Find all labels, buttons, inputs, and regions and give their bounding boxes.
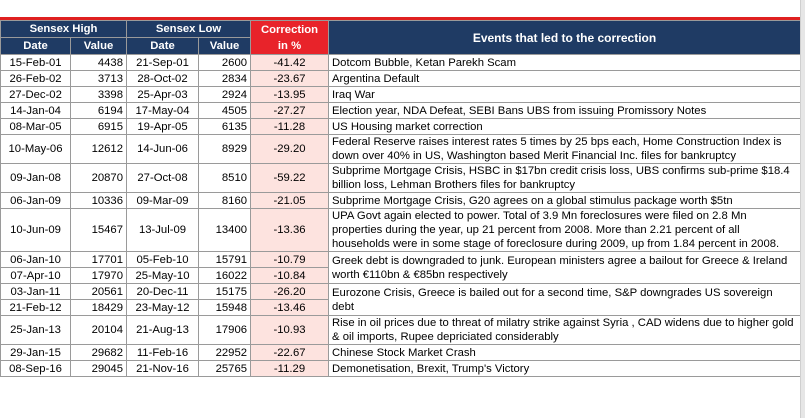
correction-header-line2: in % — [277, 39, 302, 52]
low-date-cell: 25-May-10 — [127, 268, 199, 284]
high-date-cell: 08-Sep-16 — [1, 361, 71, 377]
low-value-header: Value — [199, 38, 251, 55]
event-cell: US Housing market correction — [329, 119, 801, 135]
events-header: Events that led to the correction — [329, 21, 801, 55]
correction-cell: -10.84 — [251, 268, 329, 284]
high-date-cell: 21-Feb-12 — [1, 300, 71, 316]
low-value-cell: 4505 — [199, 103, 251, 119]
high-date-cell: 29-Jan-15 — [1, 345, 71, 361]
high-value-cell: 6194 — [71, 103, 127, 119]
high-date-cell: 08-Mar-05 — [1, 119, 71, 135]
high-value-cell: 17701 — [71, 252, 127, 268]
low-value-cell: 13400 — [199, 209, 251, 252]
correction-header-line1: Correction — [260, 23, 319, 36]
high-value-cell: 4438 — [71, 55, 127, 71]
high-value-cell: 3713 — [71, 71, 127, 87]
high-date-header: Date — [1, 38, 71, 55]
low-date-cell: 13-Jul-09 — [127, 209, 199, 252]
high-date-cell: 07-Apr-10 — [1, 268, 71, 284]
low-date-cell: 09-Mar-09 — [127, 193, 199, 209]
sensex-correction-table — [0, 20, 801, 377]
low-date-cell: 23-May-12 — [127, 300, 199, 316]
high-value-cell: 6915 — [71, 119, 127, 135]
correction-cell: -10.93 — [251, 316, 329, 345]
sensex-low-header: Sensex Low — [127, 21, 251, 38]
correction-cell: -13.95 — [251, 87, 329, 103]
high-date-cell: 15-Feb-01 — [1, 55, 71, 71]
low-date-cell: 19-Apr-05 — [127, 119, 199, 135]
correction-header — [251, 21, 329, 55]
low-date-cell: 11-Feb-16 — [127, 345, 199, 361]
low-date-cell: 25-Apr-03 — [127, 87, 199, 103]
correction-cell: -13.36 — [251, 209, 329, 252]
table-row — [1, 164, 801, 193]
high-value-cell: 29682 — [71, 345, 127, 361]
correction-cell: -26.20 — [251, 284, 329, 300]
high-date-cell: 06-Jan-10 — [1, 252, 71, 268]
event-cell: Demonetisation, Brexit, Trump's Victory — [329, 361, 801, 377]
low-date-cell: 28-Oct-02 — [127, 71, 199, 87]
low-date-cell: 14-Jun-06 — [127, 135, 199, 164]
event-cell: Iraq War — [329, 87, 801, 103]
low-date-cell: 27-Oct-08 — [127, 164, 199, 193]
high-value-cell: 18429 — [71, 300, 127, 316]
low-value-cell: 16022 — [199, 268, 251, 284]
low-date-header: Date — [127, 38, 199, 55]
high-date-cell: 06-Jan-09 — [1, 193, 71, 209]
high-date-cell: 26-Feb-02 — [1, 71, 71, 87]
event-cell: Election year, NDA Defeat, SEBI Bans UBS from issuing Promissory Notes — [329, 103, 801, 119]
high-value-cell: 20561 — [71, 284, 127, 300]
correction-cell: -23.67 — [251, 71, 329, 87]
low-value-cell: 6135 — [199, 119, 251, 135]
high-value-header: Value — [71, 38, 127, 55]
table-row — [1, 71, 801, 87]
low-date-cell: 21-Nov-16 — [127, 361, 199, 377]
event-cell: Dotcom Bubble, Ketan Parekh Scam — [329, 55, 801, 71]
low-value-cell: 2834 — [199, 71, 251, 87]
correction-cell: -11.29 — [251, 361, 329, 377]
table-row — [1, 361, 801, 377]
event-cell: Chinese Stock Market Crash — [329, 345, 801, 361]
correction-cell: -41.42 — [251, 55, 329, 71]
low-value-cell: 15948 — [199, 300, 251, 316]
table-row — [1, 193, 801, 209]
event-cell: Rise in oil prices due to threat of milatry strike against Syria , CAD widens due to higher gold & oil imports, Rupee depriciated considerably — [329, 316, 801, 345]
sensex-high-header: Sensex High — [1, 21, 127, 38]
correction-cell: -11.28 — [251, 119, 329, 135]
correction-cell: -59.22 — [251, 164, 329, 193]
low-date-cell: 21-Sep-01 — [127, 55, 199, 71]
high-value-cell: 17970 — [71, 268, 127, 284]
high-date-cell: 10-Jun-09 — [1, 209, 71, 252]
table-row — [1, 345, 801, 361]
event-cell: Subprime Mortgage Crisis, G20 agrees on a global stimulus package worth $5tn — [329, 193, 801, 209]
high-value-cell: 29045 — [71, 361, 127, 377]
low-value-cell: 8929 — [199, 135, 251, 164]
low-value-cell: 2924 — [199, 87, 251, 103]
correction-cell: -22.67 — [251, 345, 329, 361]
table-row — [1, 316, 801, 345]
low-date-cell: 21-Aug-13 — [127, 316, 199, 345]
high-value-cell: 12612 — [71, 135, 127, 164]
high-date-cell: 14-Jan-04 — [1, 103, 71, 119]
high-value-cell: 3398 — [71, 87, 127, 103]
low-value-cell: 15175 — [199, 284, 251, 300]
low-value-cell: 17906 — [199, 316, 251, 345]
high-date-cell: 25-Jan-13 — [1, 316, 71, 345]
high-date-cell: 09-Jan-08 — [1, 164, 71, 193]
high-value-cell: 20104 — [71, 316, 127, 345]
correction-cell: -27.27 — [251, 103, 329, 119]
low-value-cell: 25765 — [199, 361, 251, 377]
high-value-cell: 15467 — [71, 209, 127, 252]
low-value-cell: 22952 — [199, 345, 251, 361]
correction-cell: -10.79 — [251, 252, 329, 268]
event-cell: Federal Reserve raises interest rates 5 times by 25 bps each, Home Construction Index is down over 40% in US, Washington based Merit Financial Inc. files for bankruptcy — [329, 135, 801, 164]
table-row — [1, 252, 801, 268]
low-value-cell: 15791 — [199, 252, 251, 268]
low-value-cell: 8510 — [199, 164, 251, 193]
high-value-cell: 20870 — [71, 164, 127, 193]
table-row — [1, 284, 801, 300]
low-value-cell: 2600 — [199, 55, 251, 71]
event-cell: Argentina Default — [329, 71, 801, 87]
table-row — [1, 119, 801, 135]
high-date-cell: 10-May-06 — [1, 135, 71, 164]
top-strip — [0, 0, 800, 17]
table-row — [1, 135, 801, 164]
high-value-cell: 10336 — [71, 193, 127, 209]
table-row — [1, 55, 801, 71]
table-row — [1, 209, 801, 252]
event-cell: Eurozone Crisis, Greece is bailed out for a second time, S&P downgrades US sovereign debt — [329, 284, 801, 316]
event-cell: Greek debt is downgraded to junk. European ministers agree a bailout for Greece & Ireland worth €110bn & €85bn respectively — [329, 252, 801, 284]
table-row — [1, 103, 801, 119]
vertical-scrollbar[interactable] — [800, 0, 805, 418]
low-date-cell: 20-Dec-11 — [127, 284, 199, 300]
low-value-cell: 8160 — [199, 193, 251, 209]
low-date-cell: 05-Feb-10 — [127, 252, 199, 268]
correction-cell: -13.46 — [251, 300, 329, 316]
table-row — [1, 87, 801, 103]
correction-cell: -29.20 — [251, 135, 329, 164]
event-cell: UPA Govt again elected to power. Total of 3.9 Mn foreclosures were filed on 2.8 Mn properties during the year, up 21 percent from 2008. More than 2.21 percent of all households were in some stage of foreclosure during 2009, up from 1.84 percent in 2008. — [329, 209, 801, 252]
high-date-cell: 03-Jan-11 — [1, 284, 71, 300]
low-date-cell: 17-May-04 — [127, 103, 199, 119]
high-date-cell: 27-Dec-02 — [1, 87, 71, 103]
event-cell: Subprime Mortgage Crisis, HSBC in $17bn credit crisis loss, UBS confirms sub-prime $18.4 billion loss, Lehman Brothers files for bankruptcy — [329, 164, 801, 193]
correction-cell: -21.05 — [251, 193, 329, 209]
